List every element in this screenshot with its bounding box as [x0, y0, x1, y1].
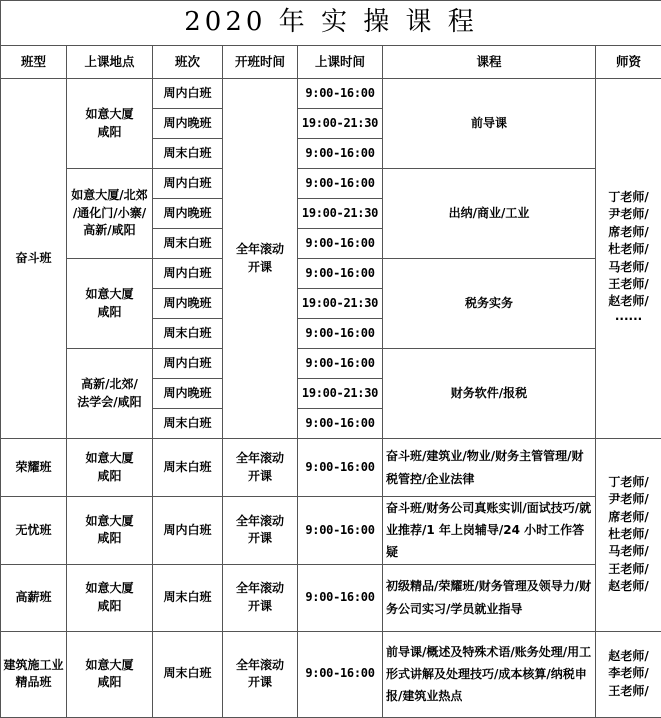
start-time-cell — [223, 497, 298, 565]
teacher-line: 赵老师/ — [598, 578, 659, 595]
class-time-cell: 19:00-21:30 — [298, 109, 383, 139]
session-cell: 周内晚班 — [153, 109, 223, 139]
start-time-line: 开课 — [248, 531, 272, 545]
start-time-line: 开课 — [248, 260, 272, 274]
session-cell: 周内白班 — [153, 497, 223, 565]
class-time-cell: 9:00-16:00 — [298, 631, 383, 717]
class-type-line: 建筑施工业 — [3, 658, 63, 672]
location-line: 咸阳 — [97, 599, 121, 613]
location-cell — [67, 439, 153, 497]
teacher-cell — [596, 631, 661, 717]
location-line: 如意大厦 — [85, 451, 133, 465]
class-type-gaoxinban: 高薪班 — [1, 564, 67, 631]
header-class-type: 班型 — [1, 46, 67, 79]
header-class-time: 上课时间 — [298, 46, 383, 79]
location-line: 高新/北郊/ — [81, 377, 138, 391]
location-line: 咸阳 — [97, 125, 121, 139]
session-cell: 周内白班 — [153, 349, 223, 379]
class-time-cell: 19:00-21:30 — [298, 289, 383, 319]
session-cell: 周末白班 — [153, 409, 223, 439]
start-time-line: 全年滚动 — [236, 581, 284, 595]
session-cell: 周内白班 — [153, 169, 223, 199]
header-course: 课程 — [383, 46, 596, 79]
table-row — [1, 439, 661, 497]
class-time-cell: 9:00-16:00 — [298, 564, 383, 631]
class-time-cell: 9:00-16:00 — [298, 259, 383, 289]
location-line: 如意大厦 — [85, 658, 133, 672]
start-time-cell — [223, 439, 298, 497]
class-type-jianzhushigongye — [1, 631, 67, 717]
page-title: 2020 年 实 操 课 程 — [1, 1, 661, 46]
start-time-line: 开课 — [248, 599, 272, 613]
teacher-line: 丁老师/ — [598, 474, 659, 491]
session-cell: 周内晚班 — [153, 199, 223, 229]
start-time-cell — [223, 631, 298, 717]
class-time-cell: 19:00-21:30 — [298, 199, 383, 229]
header-row — [1, 46, 661, 79]
teacher-line: 尹老师/ — [598, 206, 659, 223]
class-type-rongyaoban: 荣耀班 — [1, 439, 67, 497]
course-cell: 奋斗班/财务公司真账实训/面试技巧/就业推荐/1 年上岗辅导/24 小时工作答疑 — [383, 497, 596, 565]
class-time-cell: 9:00-16:00 — [298, 79, 383, 109]
session-cell: 周内晚班 — [153, 379, 223, 409]
header-location: 上课地点 — [67, 46, 153, 79]
teacher-line: 李老师/ — [598, 665, 659, 682]
start-time-line: 全年滚动 — [236, 242, 284, 256]
table-row — [1, 564, 661, 631]
table-row — [1, 169, 661, 199]
session-cell: 周内白班 — [153, 79, 223, 109]
teacher-line: 丁老师/ — [598, 189, 659, 206]
location-cell — [67, 497, 153, 565]
session-cell: 周末白班 — [153, 631, 223, 717]
course-cell: 财务软件/报税 — [383, 349, 596, 439]
location-line: 高新/咸阳 — [83, 223, 135, 237]
table-row — [1, 79, 661, 109]
location-cell — [67, 169, 153, 259]
class-time-cell: 9:00-16:00 — [298, 497, 383, 565]
teacher-line: 席老师/ — [598, 509, 659, 526]
teacher-line: 王老师/ — [598, 561, 659, 578]
location-line: 如意大厦/北郊 — [71, 188, 147, 202]
course-cell: 前导课 — [383, 79, 596, 169]
teacher-line: 马老师/ — [598, 259, 659, 276]
teacher-cell — [596, 79, 661, 439]
location-line: 法学会/咸阳 — [77, 395, 141, 409]
location-cell — [67, 564, 153, 631]
class-type-line: 精品班 — [15, 675, 51, 689]
location-cell — [67, 79, 153, 169]
class-time-cell: 19:00-21:30 — [298, 379, 383, 409]
teacher-line: 王老师/ — [598, 683, 659, 700]
teacher-line-ellipsis: ······ — [598, 311, 659, 328]
session-cell: 周内白班 — [153, 259, 223, 289]
table-row — [1, 259, 661, 289]
location-line: 咸阳 — [97, 531, 121, 545]
class-time-cell: 9:00-16:00 — [298, 349, 383, 379]
table-row — [1, 349, 661, 379]
start-time-line: 开课 — [248, 469, 272, 483]
start-time-line: 全年滚动 — [236, 514, 284, 528]
teacher-line: 杜老师/ — [598, 526, 659, 543]
session-cell: 周内晚班 — [153, 289, 223, 319]
course-cell: 初级精品/荣耀班/财务管理及领导力/财务公司实习/学员就业指导 — [383, 564, 596, 631]
course-cell: 出纳/商业/工业 — [383, 169, 596, 259]
session-cell: 周末白班 — [153, 139, 223, 169]
class-time-cell: 9:00-16:00 — [298, 409, 383, 439]
class-time-cell: 9:00-16:00 — [298, 439, 383, 497]
teacher-line: 席老师/ — [598, 224, 659, 241]
location-line: 如意大厦 — [85, 514, 133, 528]
class-type-fendouban: 奋斗班 — [1, 79, 67, 439]
location-line: 如意大厦 — [85, 107, 133, 121]
class-time-cell: 9:00-16:00 — [298, 229, 383, 259]
header-teacher: 师资 — [596, 46, 661, 79]
header-session: 班次 — [153, 46, 223, 79]
table-row — [1, 631, 661, 717]
location-cell — [67, 259, 153, 349]
location-line: 咸阳 — [97, 675, 121, 689]
session-cell: 周末白班 — [153, 229, 223, 259]
teacher-line: 尹老师/ — [598, 491, 659, 508]
teacher-line: 马老师/ — [598, 543, 659, 560]
class-time-cell: 9:00-16:00 — [298, 169, 383, 199]
location-line: 咸阳 — [97, 469, 121, 483]
location-line: 如意大厦 — [85, 581, 133, 595]
course-cell: 税务实务 — [383, 259, 596, 349]
table-row — [1, 497, 661, 565]
start-time-cell — [223, 564, 298, 631]
location-line: 咸阳 — [97, 305, 121, 319]
title-row — [1, 1, 661, 46]
location-cell — [67, 631, 153, 717]
teacher-line: 杜老师/ — [598, 241, 659, 258]
course-cell: 前导课/概述及特殊术语/账务处理/用工形式讲解及处理技巧/成本核算/纳税申报/建筑业热点 — [383, 631, 596, 717]
location-line: /通化门/小寨/ — [73, 206, 146, 220]
start-time-cell — [223, 79, 298, 439]
session-cell: 周末白班 — [153, 564, 223, 631]
teacher-line: 赵老师/ — [598, 293, 659, 310]
header-start-time: 开班时间 — [223, 46, 298, 79]
teacher-line: 王老师/ — [598, 276, 659, 293]
course-cell: 奋斗班/建筑业/物业/财务主管管理/财税管控/企业法律 — [383, 439, 596, 497]
teacher-cell — [596, 439, 661, 632]
class-time-cell: 9:00-16:00 — [298, 139, 383, 169]
session-cell: 周末白班 — [153, 319, 223, 349]
class-time-cell: 9:00-16:00 — [298, 319, 383, 349]
start-time-line: 全年滚动 — [236, 658, 284, 672]
start-time-line: 开课 — [248, 675, 272, 689]
start-time-line: 全年滚动 — [236, 451, 284, 465]
class-type-wuyouban: 无忧班 — [1, 497, 67, 565]
teacher-line: 赵老师/ — [598, 648, 659, 665]
session-cell: 周末白班 — [153, 439, 223, 497]
location-line: 如意大厦 — [85, 287, 133, 301]
location-cell — [67, 349, 153, 439]
